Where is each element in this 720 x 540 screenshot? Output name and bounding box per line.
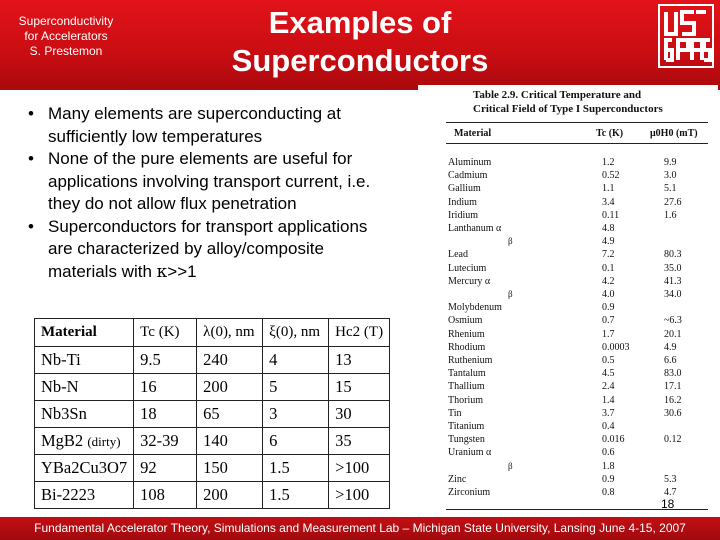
scan-cell-material: Indium: [448, 196, 477, 208]
scan-cell-material: Rhenium: [448, 328, 485, 340]
table-cell: 18: [134, 401, 197, 428]
table-cell: 9.5: [134, 347, 197, 374]
scan-cell-tc: 0.52: [602, 170, 620, 182]
scan-table-row: [418, 302, 718, 314]
table-rule: [446, 143, 708, 144]
bullet-item: [28, 216, 428, 284]
scan-table-row: [418, 157, 718, 169]
scan-cell-tc: 0.9: [602, 473, 615, 485]
bullet-icon: •: [28, 149, 34, 168]
table-cell: 16: [134, 374, 197, 401]
table-cell: 200: [197, 482, 263, 509]
table-cell: 30: [329, 401, 390, 428]
scan-cell-material: Ruthenium: [448, 355, 493, 366]
scan-cell-tc: 0.4: [602, 421, 615, 432]
table-cell: 35: [329, 428, 390, 455]
author-line: S. Prestemon: [29, 44, 103, 58]
column-header: Material: [35, 319, 134, 347]
table-row: [35, 455, 390, 482]
bullet-icon: •: [28, 216, 34, 236]
scan-cell-field: 0.12: [664, 434, 682, 446]
scan-table-row: [418, 197, 718, 209]
bullet-line: they do not allow flux penetration: [48, 194, 297, 213]
scan-cell-tc: 1.1: [602, 183, 615, 195]
scan-cell-tc: 2.4: [602, 381, 615, 393]
scan-cell-tc: 4.0: [602, 289, 615, 300]
scan-cell-tc: 0.1: [602, 262, 615, 274]
scan-cell-field: 4.7: [664, 487, 677, 498]
scan-cell-field: 16.2: [664, 394, 682, 406]
bullet-text: >>1: [167, 261, 197, 281]
scan-column-header: μ0H0 (mT): [650, 128, 698, 139]
scan-cell-material: Rhodium: [448, 341, 486, 353]
scan-cell-tc: 4.5: [602, 368, 615, 380]
scan-cell-field: 1.6: [664, 209, 677, 221]
bullet-list: [28, 103, 428, 283]
scan-cell-tc: 1.2: [602, 157, 615, 168]
scan-cell-material: Tin: [448, 407, 462, 419]
bullet-line: sufficiently low temperatures: [48, 126, 263, 146]
table-cell: [35, 428, 134, 455]
scan-table-row: [418, 276, 718, 288]
scan-cell-tc: 0.8: [602, 487, 615, 498]
scan-cell-field: 34.0: [664, 289, 682, 300]
type-i-table-scan: [418, 85, 718, 515]
table-row: [35, 347, 390, 374]
kappa-symbol: κ: [156, 261, 168, 282]
table-rule: [446, 122, 708, 123]
table-cell: 4: [263, 347, 329, 374]
scan-table-row: [418, 381, 718, 393]
scan-cell-material: β: [508, 460, 513, 471]
course-line: Superconductivity: [18, 14, 114, 28]
scan-table-row: [418, 342, 718, 354]
table-header-row: [35, 319, 390, 347]
scan-cell-tc: 0.9: [602, 302, 615, 314]
scan-cell-material: Titanium: [448, 421, 485, 432]
scan-cell-material: Tantalum: [448, 368, 486, 380]
table-cell: YBa2Cu3O7: [35, 455, 134, 482]
scan-cell-tc: 0.0003: [602, 341, 630, 353]
scan-cell-tc: 0.7: [602, 315, 615, 327]
scan-table-row: [418, 223, 718, 235]
table-cell: 65: [197, 401, 263, 428]
table-cell: >100: [329, 455, 390, 482]
scan-cell-tc: 4.9: [602, 236, 615, 248]
title-line: Superconductors: [231, 43, 489, 78]
scan-table-row: [418, 421, 718, 433]
table-cell: 140: [197, 428, 263, 455]
table-cell: Nb-N: [35, 374, 134, 401]
scan-table-row: [418, 368, 718, 380]
scan-cell-tc: 0.016: [602, 434, 625, 446]
column-header: λ(0), nm: [197, 319, 263, 347]
scan-title-line: Table 2.9. Critical Temperature and: [473, 89, 642, 101]
scan-cell-tc: 0.6: [602, 447, 615, 459]
table-cell: 108: [134, 482, 197, 509]
column-header: Tc (K): [134, 319, 197, 347]
bullet-line: applications involving transport current, i.e.: [48, 171, 371, 191]
material-name: MgB2: [41, 431, 84, 450]
scan-column-header: Tc (K): [596, 128, 624, 139]
scan-cell-material: Gallium: [448, 183, 481, 195]
table-cell: Bi-2223: [35, 482, 134, 509]
scan-table-row: [418, 289, 718, 301]
scan-table-row: [418, 249, 718, 261]
scan-cell-tc: 7.2: [602, 249, 615, 261]
table-row: [35, 374, 390, 401]
scan-cell-tc: 4.8: [602, 223, 615, 234]
scan-cell-material: β: [508, 236, 513, 247]
scan-cell-tc: 0.11: [602, 209, 620, 221]
scan-cell-material: Molybdenum: [448, 302, 502, 314]
uspas-logo-icon: [658, 4, 714, 68]
table-row: [35, 401, 390, 428]
table-cell: 6: [263, 428, 329, 455]
table-cell: 32-39: [134, 428, 197, 455]
scan-cell-field: 5.3: [664, 473, 677, 485]
table-cell: 5: [263, 374, 329, 401]
scan-column-header: Material: [454, 128, 492, 139]
scan-cell-field: 3.0: [664, 170, 677, 182]
scan-table-row: [418, 408, 718, 420]
scan-cell-field: 80.3: [664, 249, 682, 261]
course-info: [0, 14, 132, 59]
page-number: 18: [661, 497, 675, 511]
scan-cell-material: Lanthanum α: [448, 223, 502, 234]
bullet-icon: •: [28, 104, 34, 123]
scan-cell-material: Aluminum: [448, 157, 492, 168]
scan-cell-material: Zinc: [448, 473, 467, 485]
scan-cell-tc: 1.4: [602, 394, 615, 406]
page-title: [200, 4, 520, 80]
scan-cell-tc: 1.7: [602, 328, 615, 340]
footer-text: Fundamental Accelerator Theory, Simulations and Measurement Lab – Michigan State University, Lansing June 4-15, 2007: [34, 521, 686, 535]
scan-cell-field: 5.1: [664, 183, 677, 195]
scan-table-row: [418, 434, 718, 446]
bullet-item: [28, 148, 428, 216]
scan-cell-field: 83.0: [664, 368, 682, 380]
scan-cell-material: Thorium: [448, 394, 483, 406]
bullet-line: Superconductors for transport applications: [48, 216, 368, 236]
scan-cell-material: Thallium: [448, 381, 485, 393]
scan-cell-field: 41.3: [664, 275, 682, 287]
table-row: [35, 428, 390, 455]
bullet-line: are characterized by alloy/composite: [48, 239, 324, 258]
scan-cell-field: 6.6: [664, 355, 677, 366]
scan-cell-field: 35.0: [664, 262, 682, 274]
scan-cell-material: Cadmium: [448, 170, 488, 182]
scan-table-row: [418, 170, 718, 182]
scan-table-row: [418, 236, 718, 248]
bullet-line: None of the pure elements are useful for: [48, 149, 353, 168]
column-header: ξ(0), nm: [263, 319, 329, 347]
scan-table-row: [418, 447, 718, 459]
table-cell: 1.5: [263, 482, 329, 509]
scan-table-row: [418, 395, 718, 407]
table-cell: Nb-Ti: [35, 347, 134, 374]
header-band: [0, 0, 720, 90]
table-cell: 1.5: [263, 455, 329, 482]
scan-cell-tc: 0.5: [602, 355, 615, 366]
scan-cell-material: Lutecium: [448, 262, 487, 274]
scan-table-title: [473, 88, 663, 116]
scan-cell-tc: 1.8: [602, 460, 615, 472]
scan-table-row: [418, 210, 718, 222]
bullet-item: [28, 103, 428, 148]
scan-cell-material: Iridium: [448, 209, 478, 221]
scan-title-line: Critical Field of Type I Superconductors: [473, 103, 663, 115]
scan-cell-material: Uranium α: [448, 447, 492, 459]
table-cell: 240: [197, 347, 263, 374]
scan-table-row: [418, 329, 718, 341]
scan-cell-material: Osmium: [448, 315, 483, 327]
material-note: (dirty): [87, 434, 121, 449]
scan-cell-field: 30.6: [664, 407, 682, 419]
scan-table-row: [418, 461, 718, 473]
scan-table-row: [418, 183, 718, 195]
scan-cell-material: Lead: [448, 249, 468, 261]
scan-cell-tc: 4.2: [602, 275, 615, 287]
scan-table-row: [418, 355, 718, 367]
scan-cell-field: 9.9: [664, 157, 677, 168]
table-cell: 3: [263, 401, 329, 428]
scan-cell-tc: 3.4: [602, 196, 615, 208]
footer-band: [0, 517, 720, 540]
scan-table-row: [418, 263, 718, 275]
bullet-text: materials with: [48, 261, 157, 281]
scan-table-row: [418, 315, 718, 327]
scan-cell-tc: 3.7: [602, 407, 615, 419]
table-cell: 92: [134, 455, 197, 482]
table-cell: 15: [329, 374, 390, 401]
bullet-line: Many elements are superconducting at: [48, 104, 341, 123]
scan-cell-material: Tungsten: [448, 434, 485, 446]
bullet-line: [48, 261, 428, 284]
scan-cell-field: 20.1: [664, 328, 682, 340]
title-line: Examples of: [268, 5, 452, 40]
scan-cell-material: β: [508, 289, 513, 299]
scan-table-row: [418, 474, 718, 486]
table-cell: 150: [197, 455, 263, 482]
scan-cell-field: 4.9: [664, 341, 677, 353]
scan-cell-field: 27.6: [664, 196, 682, 208]
table-cell: 200: [197, 374, 263, 401]
course-line: for Accelerators: [24, 29, 108, 43]
table-cell: Nb3Sn: [35, 401, 134, 428]
table-row: [35, 482, 390, 509]
column-header: Hc2 (T): [329, 319, 390, 347]
scan-cell-material: Mercury α: [448, 275, 491, 287]
scan-cell-field: ~6.3: [664, 315, 682, 327]
scan-cell-field: 17.1: [664, 381, 682, 393]
table-cell: >100: [329, 482, 390, 509]
table-cell: 13: [329, 347, 390, 374]
scan-cell-material: Zirconium: [448, 487, 491, 498]
superconductor-properties-table: [34, 318, 390, 509]
